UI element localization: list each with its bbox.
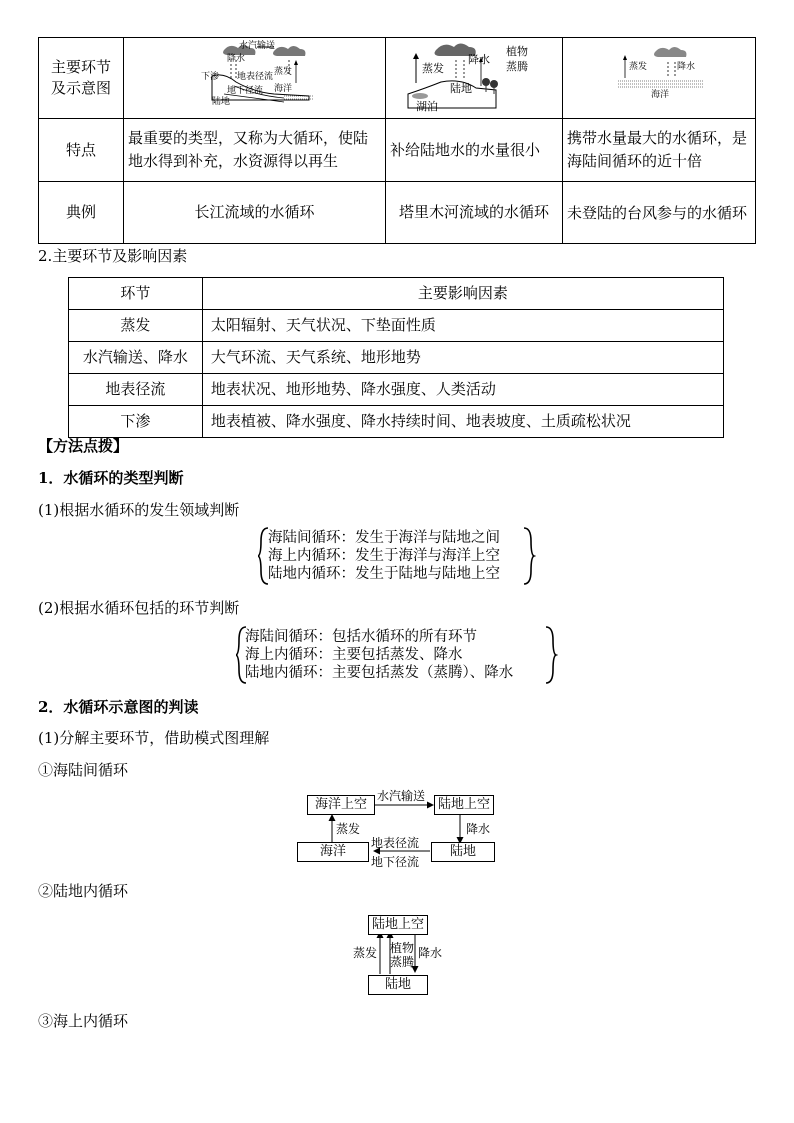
fig-label: 海洋: [274, 84, 293, 94]
fig-label: 蒸发: [629, 62, 648, 72]
fig-label: 地下径流: [227, 86, 264, 96]
flow-label: 蒸腾: [390, 955, 415, 969]
list-item: 海上内循环：主要包括蒸发、降水: [245, 647, 463, 663]
table-cell: 水汽输送、降水: [69, 342, 203, 374]
fig-label: 降水: [468, 53, 490, 66]
list-item: 陆地内循环：发生于陆地与陆地上空: [268, 566, 500, 582]
flow-label: 蒸发: [336, 822, 361, 836]
fig-label: 地表径流: [237, 72, 274, 82]
water-cycle-types-table: [38, 37, 756, 244]
heading: 1．水循环的类型判断: [38, 469, 184, 487]
table-row: [69, 342, 724, 374]
fig-label: 水汽输送: [239, 41, 276, 51]
ocean-box: 海洋: [297, 842, 369, 862]
table-row: [39, 38, 756, 119]
row-label: 典例: [39, 182, 124, 244]
table-row: [69, 310, 724, 342]
table-cell: 地表径流: [69, 374, 203, 406]
land-sky-box: 陆地上空: [434, 795, 494, 815]
land-cycle-figure: [386, 38, 563, 119]
list-item: 海陆间循环：包括水循环的所有环节: [245, 629, 477, 645]
flow-label: 植物: [390, 941, 415, 955]
flow-label: 降水: [418, 946, 443, 960]
fig-label: 植物: [506, 45, 528, 58]
sea-land-cycle-figure: [124, 38, 386, 119]
table-cell: 地表状况、地形地势、降水强度、人类活动: [202, 374, 723, 406]
flow-label: 地下径流: [371, 855, 420, 869]
row-label: 主要环节及示意图: [39, 38, 124, 119]
factors-table: [68, 277, 724, 438]
subheading: (1)根据水循环的发生领域判断: [38, 501, 240, 519]
table-cell: 地表植被、降水强度、降水持续时间、地表坡度、土质疏松状况: [202, 406, 723, 438]
fig-label: 湖泊: [416, 100, 438, 113]
table-cell: 长江流域的水循环: [124, 182, 386, 244]
list-item: 海上内循环：发生于海洋与海洋上空: [268, 548, 500, 564]
land-sky-box: 陆地上空: [368, 915, 428, 935]
table-cell: 大气环流、天气系统、地形地势: [202, 342, 723, 374]
fig-label: 陆地: [212, 97, 231, 107]
type-list-1: [268, 529, 500, 583]
subheading: (2)根据水循环包括的环节判断: [38, 599, 240, 617]
table-cell: 携带水量最大的水循环，是海陆间循环的近十倍: [563, 119, 756, 182]
ocean-cycle-diagram: [563, 38, 755, 118]
table-cell: 下渗: [69, 406, 203, 438]
list-item: 陆地内循环：主要包括蒸发（蒸腾）、降水: [245, 665, 514, 681]
ocean-cycle-figure: [563, 38, 756, 119]
subheading: (1)分解主要环节，借助模式图理解: [38, 729, 270, 747]
fig-label: 陆地: [450, 82, 472, 95]
land-cycle-diagram: [386, 38, 562, 118]
fig-label: 下渗: [201, 72, 220, 82]
table-cell: 太阳辐射、天气状况、下垫面性质: [202, 310, 723, 342]
fig-label: 蒸腾: [506, 60, 528, 73]
flow-label: 降水: [466, 822, 491, 836]
fig-label: 海洋: [651, 90, 670, 100]
table-row: [39, 182, 756, 244]
ocean-sky-box: 海洋上空: [307, 795, 375, 815]
table-cell: 塔里木河流域的水循环: [386, 182, 563, 244]
table-cell: 补给陆地水的水量很小: [386, 119, 563, 182]
flow-label: 蒸发: [353, 946, 378, 960]
flow-label: 地表径流: [371, 836, 420, 850]
column-header: 主要影响因素: [202, 278, 723, 310]
subheading: ③海上内循环: [38, 1012, 129, 1030]
heading: 2．水循环示意图的判读: [38, 698, 199, 716]
fig-label: 降水: [227, 54, 246, 64]
section-title: 2.主要环节及影响因素: [38, 247, 188, 265]
fig-label: 蒸发: [274, 67, 293, 77]
table-row: [39, 119, 756, 182]
list-item: 海陆间循环：发生于海洋与陆地之间: [268, 530, 500, 546]
land-box: 陆地: [431, 842, 495, 862]
table-row: [69, 374, 724, 406]
method-title: 【方法点拨】: [38, 437, 129, 455]
table-cell: 最重要的类型，又称为大循环，使陆地水得到补充，水资源得以再生: [124, 119, 386, 182]
row-label: 特点: [39, 119, 124, 182]
table-header-row: [69, 278, 724, 310]
fig-label: 降水: [677, 62, 696, 72]
land-box: 陆地: [368, 975, 428, 995]
subheading: ①海陆间循环: [38, 761, 129, 779]
fig-label: 蒸发: [422, 62, 444, 75]
flow-label: 水汽输送: [377, 789, 426, 803]
type-list-2: [245, 628, 513, 682]
table-row: [69, 406, 724, 438]
table-cell: 未登陆的台风参与的水循环: [563, 182, 756, 244]
column-header: 环节: [69, 278, 203, 310]
subheading: ②陆地内循环: [38, 882, 129, 900]
table-cell: 蒸发: [69, 310, 203, 342]
